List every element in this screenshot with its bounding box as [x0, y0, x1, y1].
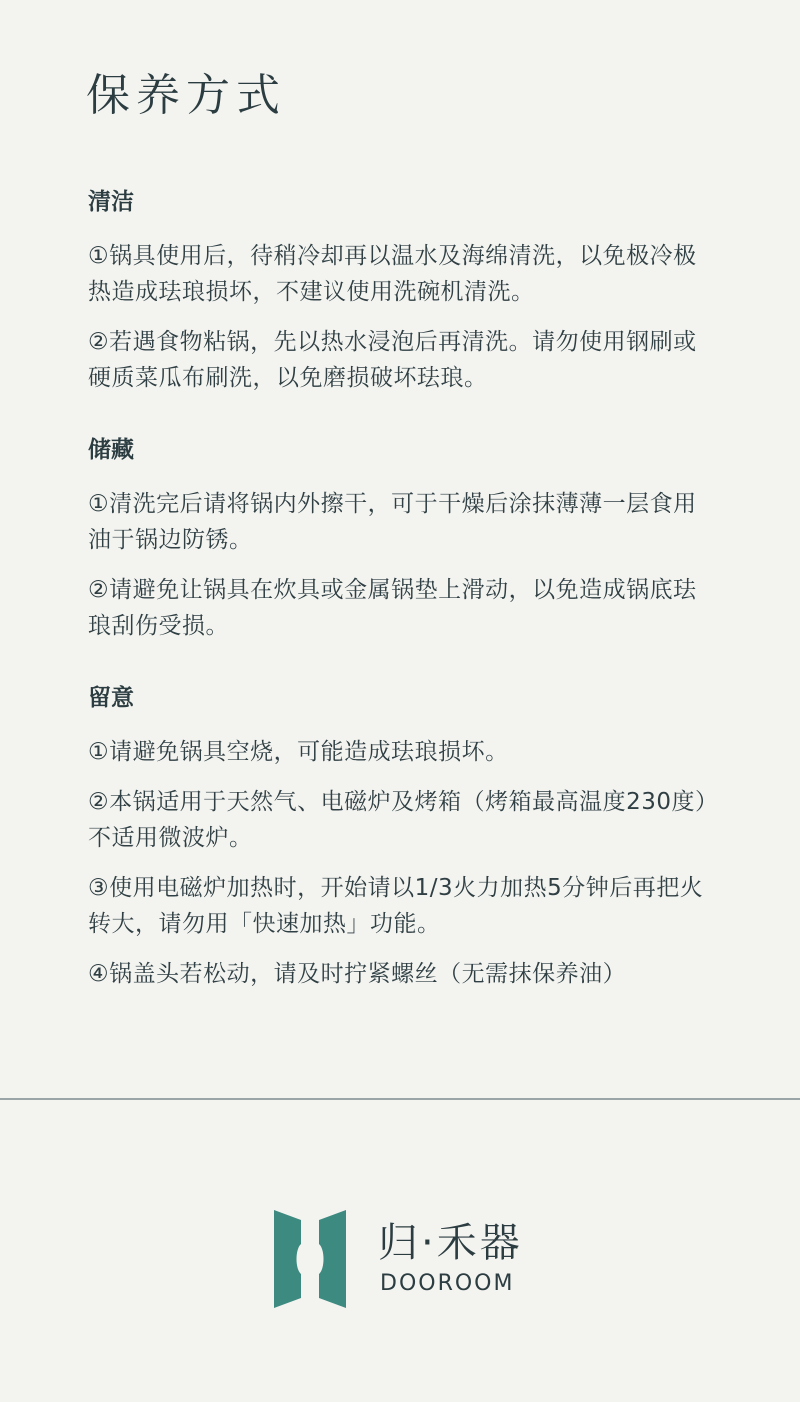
notes-item-2: ②本锅适用于天然气、电磁炉及烤箱（烤箱最高温度230度）不适用微波炉。 — [88, 789, 719, 851]
logo-right-panel — [319, 1210, 346, 1308]
logo-left-panel — [274, 1210, 301, 1308]
brand-name-en: DOOROOM — [380, 1271, 515, 1296]
care-instructions — [88, 182, 720, 1026]
section-storage — [88, 430, 720, 644]
notes-item-3: ③使用电磁炉加热时，开始请以1/3火力加热5分钟后再把火转大，请勿用「快速加热」功能。 — [88, 875, 704, 937]
brand-logo — [274, 1210, 534, 1310]
book-spine-logo-icon — [274, 1210, 346, 1308]
brand-name-cn: 归·禾器 — [378, 1220, 523, 1266]
storage-item-1: ①清洗完后请将锅内外擦干，可于干燥后涂抹薄薄一层食用油于锅边防锈。 — [88, 491, 697, 553]
section-cleaning — [88, 182, 720, 396]
section-heading-notes: 留意 — [88, 685, 134, 711]
page-title: 保养方式 — [86, 70, 286, 121]
storage-item-2: ②请避免让锅具在炊具或金属锅垫上滑动，以免造成锅底珐琅刮伤受损。 — [88, 577, 697, 639]
cleaning-item-2: ②若遇食物粘锅，先以热水浸泡后再清洗。请勿使用钢刷或硬质菜瓜布刷洗，以免磨损破坏珐琅。 — [88, 329, 697, 391]
section-heading-cleaning: 清洁 — [88, 189, 134, 215]
section-heading-storage: 储藏 — [88, 437, 134, 463]
cleaning-item-1: ①锅具使用后，待稍冷却再以温水及海绵清洗，以免极冷极热造成珐琅损坏，不建议使用洗碗机清洗。 — [88, 243, 697, 305]
section-notes — [88, 678, 720, 992]
footer-divider — [0, 1098, 800, 1100]
notes-item-4: ④锅盖头若松动，请及时拧紧螺丝（无需抹保养油） — [88, 961, 627, 987]
notes-item-1: ①请避免锅具空烧，可能造成珐琅损坏。 — [88, 739, 509, 765]
